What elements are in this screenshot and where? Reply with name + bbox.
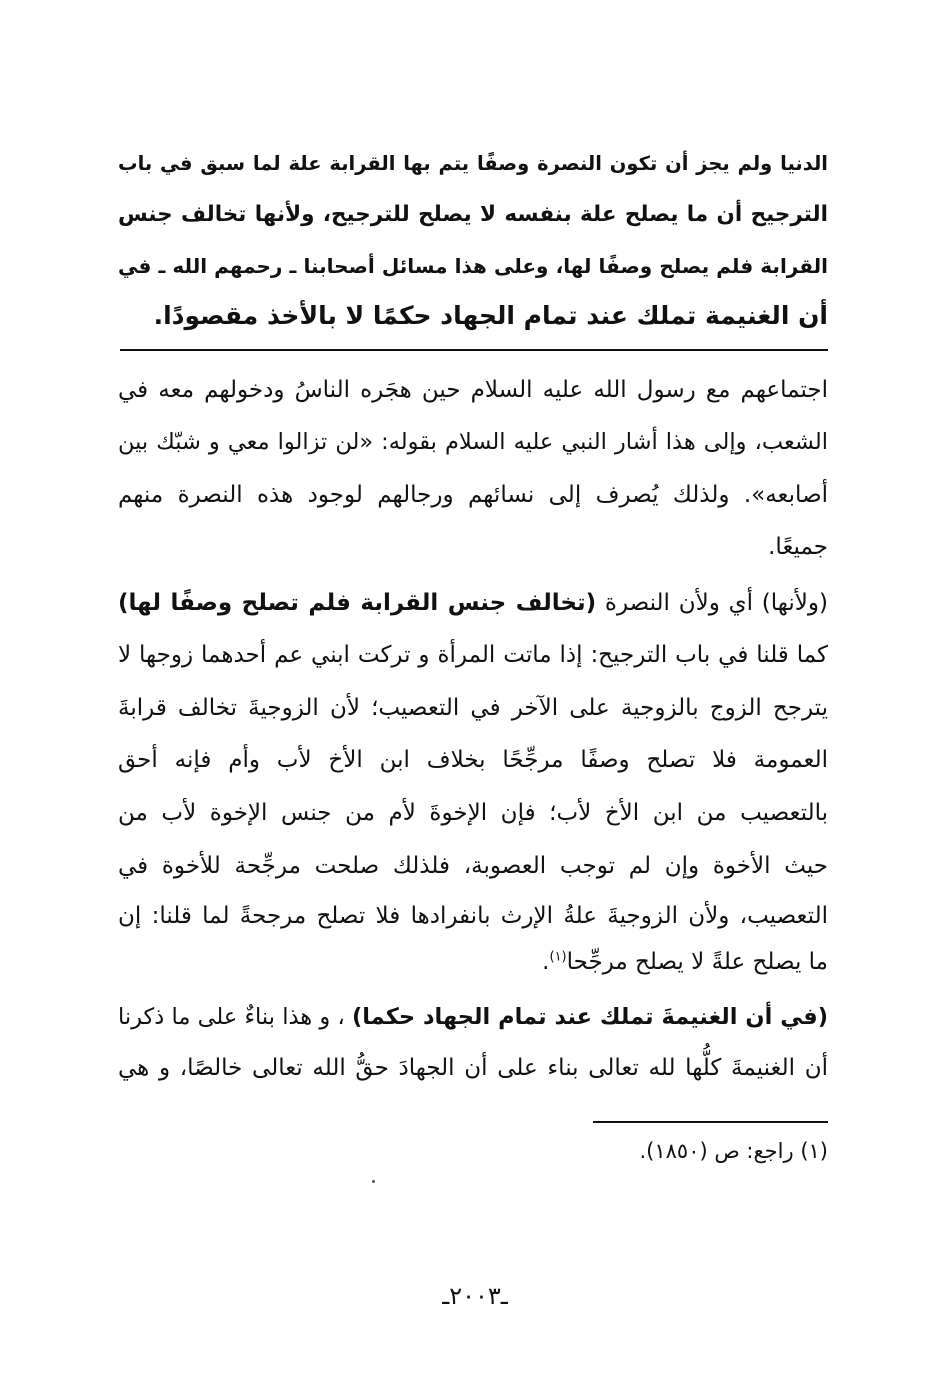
sharh-p3-line-1: أن الغنيمةَ كلُّها لله تعالى بناء على أن الجهادَ حقُّ الله تعالى خالصًا، و هي bbox=[118, 1055, 828, 1081]
matn-line-4: أن الغنيمة تملك عند تمام الجهاد حكمًا لا بالأخذ مقصودًا. bbox=[153, 301, 828, 330]
footnote-1: (١) راجع: ص (١٨٥٠). bbox=[639, 1139, 828, 1163]
footnote-reference: (١) bbox=[549, 949, 567, 965]
matn-line-1: الدنيا ولم يجز أن تكون النصرة وصفًا يتم بها القرابة علة لما سبق في باب bbox=[118, 152, 828, 175]
sharh-p2-line-6: التعصيب، ولأن الزوجيةَ علةُ الإرث بانفرادها فلا تصلح مرجحةً لما قلنا: إن bbox=[118, 903, 828, 929]
sharh-p2-line-4: بالتعصيب من ابن الأخ لأب؛ فإن الإخوةَ لأم من جنس الإخوة لأب من bbox=[118, 800, 828, 826]
sharh-p2-line-7 bbox=[118, 945, 828, 979]
scan-speck bbox=[372, 1180, 375, 1183]
sharh-p2-quoted-matn: (تخالف جنس القرابة فلم تصلح وصفًا لها) bbox=[118, 590, 597, 616]
sharh-p3-quoted-matn: (في أن الغنيمةَ تملك عند تمام الجهاد حكما) bbox=[351, 1004, 828, 1030]
sharh-p3-heading-line bbox=[118, 1000, 828, 1034]
sharh-p2-line-5: حيث الأخوة وإن لم توجب العصوبة، فلذلك صلحت مرجِّحة للأخوة في bbox=[118, 853, 828, 879]
sharh-p2-line-3: العمومة فلا تصلح وصفًا مرجِّحًا بخلاف ابن الأخ لأب وأم فإنه أحق bbox=[118, 747, 828, 773]
sharh-p2-line-2: يترجح الزوج بالزوجية على الآخر في التعصيب؛ لأن الزوجيةَ تخالف قرابةَ bbox=[118, 695, 828, 721]
footnote-separator-rule bbox=[593, 1121, 828, 1123]
sharh-p1-line-4: جميعًا. bbox=[768, 534, 828, 560]
matn-line-3: القرابة فلم يصلح وصفًا لها، وعلى هذا مسائل أصحابنا ـ رحمهم الله ـ في bbox=[118, 254, 828, 278]
sharh-p2-last-text: ما يصلح علةً لا يصلح مرجِّحا bbox=[566, 949, 828, 975]
sharh-p2-line-1: كما قلنا في باب الترجيح: إذا ماتت المرأة و تركت ابني عم أحدهما زوجها لا bbox=[118, 642, 828, 668]
sharh-p2-end: . bbox=[542, 949, 550, 975]
sharh-p2-heading-line bbox=[118, 586, 828, 620]
matn-separator-rule bbox=[120, 349, 828, 351]
sharh-p1-line-1: اجتماعهم مع رسول الله عليه السلام حين هجَره الناسُ ودخولهم معه في bbox=[118, 377, 828, 403]
page-number: ـ٢٠٠٣ـ bbox=[442, 1282, 508, 1310]
sharh-p1-line-3: أصابعه». ولذلك يُصرف إلى نسائهم ورجالهم لوجود هذه النصرة منهم bbox=[118, 482, 828, 508]
sharh-p1-line-2: الشعب، وإلى هذا أشار النبي عليه السلام بقوله: «لن تزالوا معي و شبّك بين bbox=[118, 429, 828, 455]
matn-line-2: الترجيح أن ما يصلح علة بنفسه لا يصلح للترجيح، ولأنها تخالف جنس bbox=[118, 202, 828, 227]
sharh-p2-open: (ولأنها) أي ولأن النصرة bbox=[604, 590, 828, 616]
sharh-p3-open-rest: ، و هذا بناءٌ على ما ذكرنا bbox=[118, 1004, 345, 1030]
